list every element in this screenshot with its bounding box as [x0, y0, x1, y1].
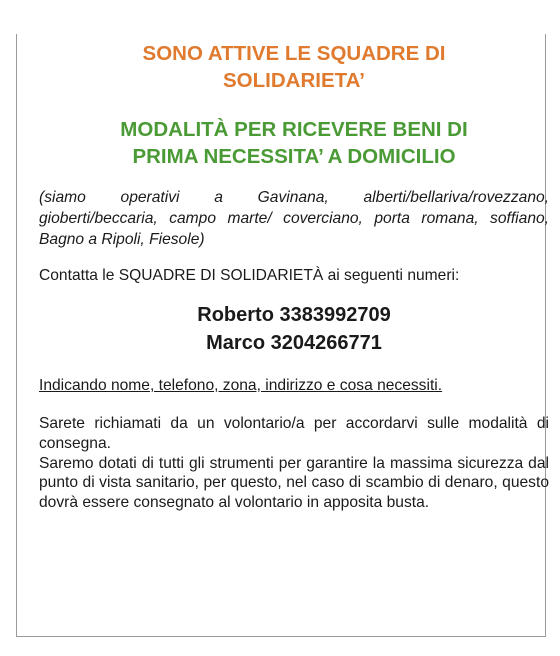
main-heading-line2: SOLIDARIETA’ [223, 69, 365, 92]
document-frame [16, 34, 549, 637]
sub-heading-line2: PRIMA NECESSITA’ A DOMICILIO [132, 145, 456, 168]
info-paragraph-callback: Sarete richiamati da un volontario/a per accordarvi sulle modalità di consegna. [39, 415, 549, 452]
main-heading-line1: SONO ATTIVE LE SQUADRE DI [142, 42, 446, 65]
sub-heading [39, 116, 549, 170]
contact-text: Contatta le SQUADRE DI SOLIDARIETÀ ai seguenti numeri: [39, 267, 460, 284]
instructions-text: Indicando nome, telefono, zona, indirizzo e cosa necessiti. [39, 377, 443, 394]
main-heading [39, 40, 549, 94]
document-content [39, 34, 549, 513]
phone-numbers [39, 301, 549, 357]
phone-marco: Marco 3204266771 [206, 332, 382, 354]
sub-heading-line1: MODALITÀ PER RICEVERE BENI DI [120, 118, 468, 141]
info-paragraph-safety: Saremo dotati di tutti gli strumenti per garantire la massima sicurezza dal punto di vista sanitario, per questo, nel caso di scambio di denaro, questo dovrà essere consegnato al volontario in apposita busta. [39, 454, 549, 512]
operating-areas: (siamo operativi a Gavinana, alberti/bellariva/rovezzano, gioberti/beccaria, campo marte/ coverciano, porta romana, soffiano, Bagno a Ripoli, Fiesole) [39, 189, 549, 248]
info-section [39, 414, 549, 513]
phone-roberto: Roberto 3383992709 [197, 304, 391, 326]
